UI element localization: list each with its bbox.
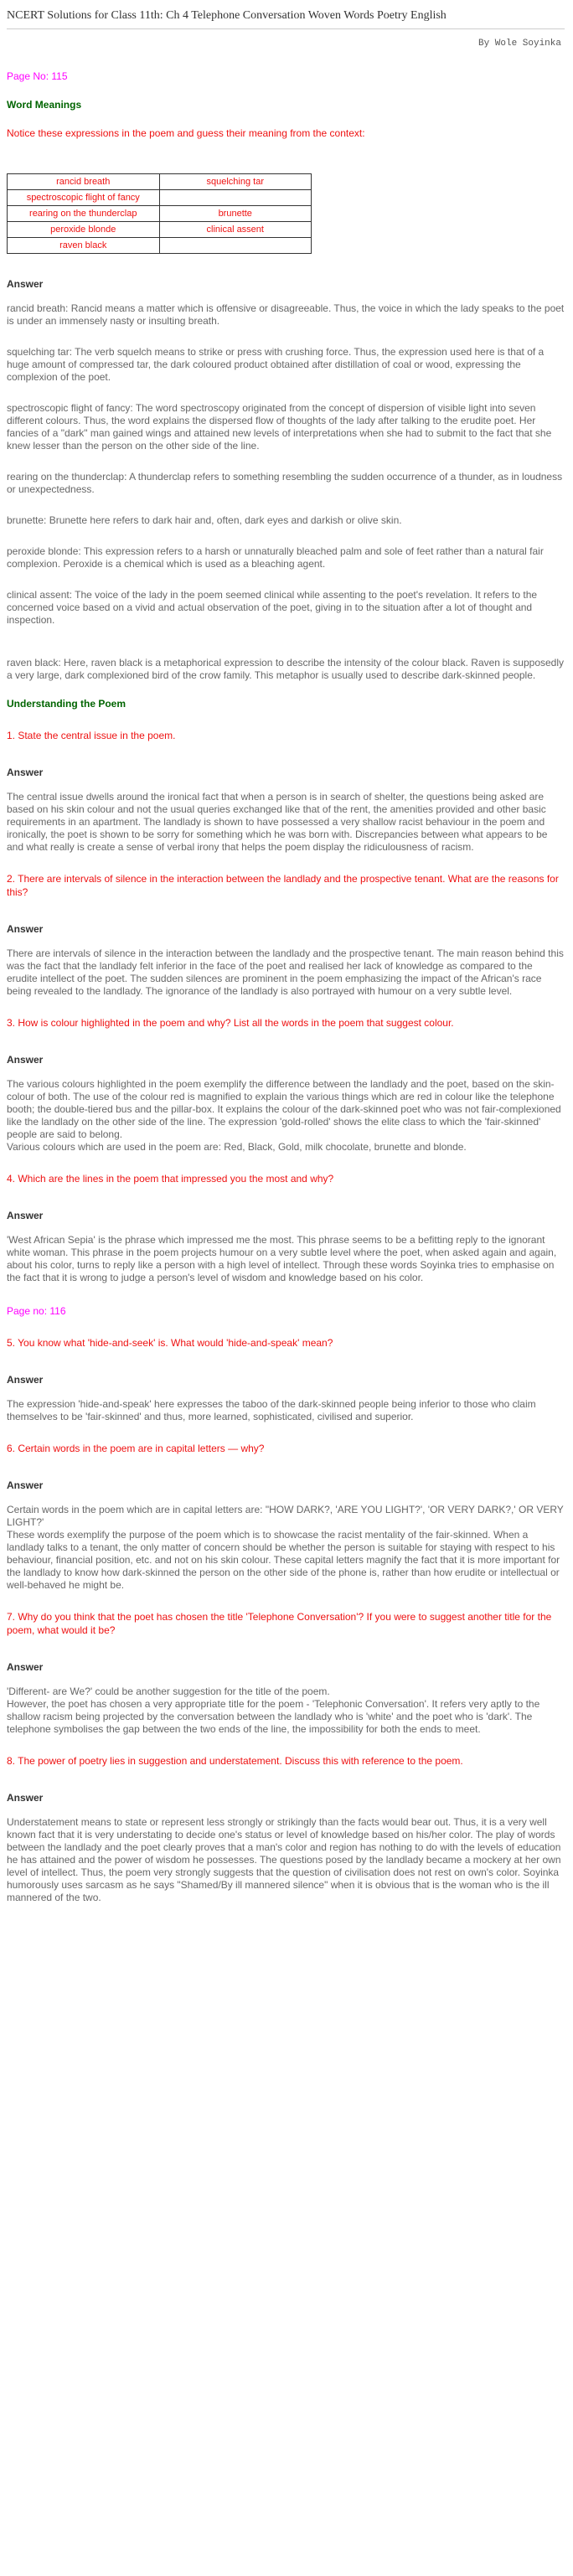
page-title: NCERT Solutions for Class 11th: Ch 4 Telephone Conversation Woven Words Poetry English (7, 9, 447, 22)
table-cell: peroxide blonde (8, 222, 160, 238)
question: 7. Why do you think that the poet has chosen the title 'Telephone Conversation'? If you were to suggest another title for the poem, what would it be? (7, 1611, 552, 1636)
meaning-paragraph: raven black: Here, raven black is a metaphorical expression to describe the intensity of the colour black. Raven is supposedly a very large, dark complexioned bird of the crow family. This metaphor is usually used to describe dark-skinned people. (7, 657, 565, 681)
answer-paragraph: The expression 'hide-and-speak' here expresses the taboo of the dark-skinned people being inferior to those who claim themselves to be 'fair-skinned' and thus, more learned, sophisticated, civilised and superior. (7, 1398, 536, 1422)
table-cell (159, 190, 312, 206)
answer-label: Answer (7, 923, 44, 935)
answer-label: Answer (7, 1792, 44, 1804)
meaning-paragraph: squelching tar: The verb squelch means to strike or press with crushing force. Thus, the expression used here is that of a huge amount of compressed tar, the dark coloured product obtained after distillation of coal or wood, expressing the complexion of the poet. (7, 346, 545, 383)
table-row (8, 174, 312, 190)
table-cell: spectroscopic flight of fancy (8, 190, 160, 206)
question: 6. Certain words in the poem are in capital letters — why? (7, 1443, 265, 1454)
intro-text: Notice these expressions in the poem and guess their meaning from the context: (7, 127, 365, 139)
understanding-heading: Understanding the Poem (7, 698, 126, 710)
table-cell: rancid breath (8, 174, 160, 190)
question: 2. There are intervals of silence in the interaction between the landlady and the prospective tenant. What are the reasons for this? (7, 873, 559, 898)
answer-paragraph (7, 1685, 565, 1736)
answer-paragraph: There are intervals of silence in the interaction between the landlady and the prospective tenant. The main reason behind this was the fact that the landlady felt inferior in the face of the poet and realised her lack of knowledge as compared to the erudite intellect of the poet. The sudden silences are prominent in the poem emphasizing the impact of the African's race being revealed to the landlady. The ignorance of the landlady is also portrayed with humour on a very subtle level. (7, 947, 564, 997)
meaning-paragraph: rearing on the thunderclap: A thunderclap refers to something resembling the sudden occurrence of a thunder, as in loudness or unexpectedness. (7, 471, 563, 495)
answer-text: 'Different- are We?' could be another suggestion for the title of the poem. (7, 1685, 330, 1697)
meaning-paragraph: peroxide blonde: This expression refers to a harsh or unnaturally bleached palm and sole of feet rather than a natural fair complexion. Peroxide is a chemical which is used as a bleaching agent. (7, 545, 544, 570)
page-number: Page no: 116 (7, 1305, 66, 1317)
answer-text: Certain words in the poem which are in capital letters are: "HOW DARK?, 'ARE YOU LIGHT?', 'OR VERY DARK?,' OR VERY LIGHT?' (7, 1504, 564, 1528)
meaning-paragraph: spectroscopic flight of fancy: The word spectroscopy originated from the concept of dispersion of visible light into seven different colours. Thus, the word explains the dispersed flow of thoughts of the lady after talking to the erudite poet. Her fancies of a "dark" man gained wings and attained new levels of interpretations when she had to submit to the fact that she knew lesser than the person on the other side of the line. (7, 402, 552, 452)
meaning-paragraph: clinical assent: The voice of the lady in the poem seemed clinical while assenting to the poet's revelation. It refers to the concerned voice based on a vivid and actual observation of the poet, giving in to the situation after a lot of thought and inspection. (7, 589, 538, 626)
table-cell: raven black (8, 238, 160, 254)
answer-text: However, the poet has chosen a very appropriate title for the poem - 'Telephonic Conversation'. It refers very aptly to the shallow racism being projected by the conversation between the landlady who is 'white' and the poet who is 'dark'. The telephone symbolises the gap between the two ends of the line, the impossibility for both the ends to meet. (7, 1698, 540, 1735)
answer-paragraph: Understatement means to state or represent less strongly or strikingly than the facts would bear out. Thus, it is a very well known fact that it is very understating to decide one's status or level of knowledge based on his/her color. The play of words between the landlady and the poet clearly proves that a man's color and region has nothing to do with the levels of education he has attained and the power of wisdom he possesses. The questions posed by the landlady became a mockery at her own level of intellect. Thus, the poem very strongly suggests that the question of civilisation does not rest on own's color. Soyinka humorously uses sarcasm as he says "Shamed/By ill mannered silence" when it is obvious that is the woman who is the ill mannered of the two. (7, 1816, 561, 1903)
table-row (8, 222, 312, 238)
table-cell: clinical assent (159, 222, 312, 238)
answer-label: Answer (7, 1210, 44, 1221)
answer-text: Various colours which are used in the poem are: Red, Black, Gold, milk chocolate, brunette and blonde. (7, 1141, 467, 1153)
table-cell: squelching tar (159, 174, 312, 190)
question: 5. You know what 'hide-and-seek' is. What would 'hide-and-speak' mean? (7, 1337, 333, 1349)
page-number: Page No: 115 (7, 70, 68, 82)
answer-paragraph (7, 1504, 565, 1592)
question: 4. Which are the lines in the poem that impressed you the most and why? (7, 1173, 334, 1185)
table-cell: brunette (159, 206, 312, 222)
answer-label: Answer (7, 1374, 44, 1386)
table-row (8, 238, 312, 254)
author-byline: By Wole Soyinka (478, 39, 561, 49)
table-cell (159, 238, 312, 254)
answer-label: Answer (7, 1479, 44, 1491)
answer-paragraph: 'West African Sepia' is the phrase which impressed me the most. This phrase seems to be a befitting reply to the ignorant white woman. This phrase in the poem projects humour on a very subtle level where the poet, when asked again and again, about his color, turns to reply like a person with a high level of intellect. Through these words Soyinka tries to emphasise on the fact that it is wrong to judge a person's level of wisdom and knowledge based on his color. (7, 1234, 557, 1283)
question: 8. The power of poetry lies in suggestion and understatement. Discuss this with reference to the poem. (7, 1755, 463, 1767)
answer-text: The various colours highlighted in the poem exemplify the difference between the landlady and the poet, based on the skin-colour of both. The use of the colour red is magnified to explain the various things which are red in colour like the telephone booth; the double-tiered bus and the pillar-box. It explains the colour of the dark-skinned poet who was not fair-complexioned like the landlady on the other side of the line. The expression 'gold-rolled' shows the elite class to which the 'fair-skinned' people are said to belong. (7, 1078, 561, 1140)
question: 3. How is colour highlighted in the poem and why? List all the words in the poem that suggest colour. (7, 1017, 454, 1029)
answer-paragraph (7, 1078, 565, 1154)
meaning-paragraph: brunette: Brunette here refers to dark hair and, often, dark eyes and darkish or olive skin. (7, 514, 402, 526)
answer-label: Answer (7, 278, 44, 290)
table-cell: rearing on the thunderclap (8, 206, 160, 222)
word-meanings-heading: Word Meanings (7, 99, 82, 111)
table-row (8, 190, 312, 206)
meaning-paragraph: rancid breath: Rancid means a matter which is offensive or disagreeable. Thus, the voice in which the lady speaks to the poet is under an immensely nasty or insulting breath. (7, 302, 565, 327)
answer-label: Answer (7, 767, 44, 778)
answer-paragraph: The central issue dwells around the ironical fact that when a person is in search of shelter, the questions being asked are based on his skin colour and not the usual queries exchanged like that of the rent, the amenities provided and other basic requirements in an apartment. The landlady is shown to have possessed a very shallow racist behaviour in the poem and ironically, the poet is shown to be sorry for something which he was born with. Discrepancies between what appears to be and what really is create a sense of verbal irony that helps the poem display the ridiculousness of racism. (7, 791, 548, 853)
title-divider (7, 28, 565, 29)
question: 1. State the central issue in the poem. (7, 730, 176, 741)
answer-text: These words exemplify the purpose of the poem which is to showcase the racist mentality of the fair-skinned. When a landlady talks to a tenant, the only matter of concern should be whether the person is suitable for staying with respect to his behaviour, financial position, etc. and not on his skin colour. These capital letters magnify the fact that it is more important for the landlady to know how dark-skinned the person on the other side of the phone is, rather than how erudite or intellectual or well-behaved he might be. (7, 1529, 560, 1591)
word-table (7, 173, 312, 254)
table-row (8, 206, 312, 222)
answer-label: Answer (7, 1054, 44, 1066)
answer-label: Answer (7, 1661, 44, 1673)
